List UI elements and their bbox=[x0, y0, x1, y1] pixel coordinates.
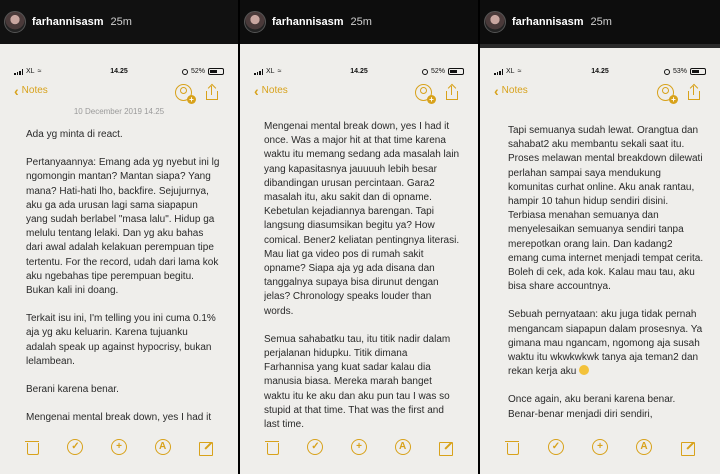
note-paragraph: Berani karena benar. bbox=[26, 384, 119, 396]
add-person-icon[interactable] bbox=[415, 84, 432, 101]
notes-navbar bbox=[480, 82, 720, 104]
trash-icon[interactable] bbox=[24, 439, 40, 455]
avatar[interactable] bbox=[244, 11, 266, 33]
checklist-icon[interactable]: ✓ bbox=[307, 439, 323, 455]
compose-icon[interactable] bbox=[438, 439, 454, 455]
emoji-icon bbox=[579, 365, 589, 375]
back-label: Notes bbox=[261, 85, 288, 96]
plus-icon[interactable]: + bbox=[592, 439, 608, 455]
share-icon[interactable] bbox=[206, 84, 218, 100]
add-person-icon[interactable] bbox=[657, 84, 674, 101]
story-age: 25m bbox=[110, 16, 132, 28]
trash-icon[interactable] bbox=[504, 439, 520, 455]
trash-icon[interactable] bbox=[264, 439, 280, 455]
story-username[interactable]: farhannisasm bbox=[272, 16, 344, 28]
back-button[interactable] bbox=[14, 82, 48, 99]
wifi-icon: ≈ bbox=[37, 68, 42, 75]
note-paragraph: Tapi semuanya sudah lewat. Orangtua dan sahabat2 aku membantu sekali saat itu. Proses melawan mental breakdown dilewati perlahan sampai saya mendukung komunitas curhat online. Aku anak rantau, hampir 10 tahun hidup sendiri disini. Terbiasa menahan semuanya dan menyelesaikan semuanya sendiri tanpa merepotkan orang lain. Dan kadang2 emang cuma internet menjadi tempat cerita. Boleh di cek, ada kok. Kalau mau tau, aku bisa share accountnya. bbox=[508, 125, 704, 293]
back-label: Notes bbox=[501, 85, 528, 96]
story-header bbox=[480, 0, 720, 44]
wifi-icon: ≈ bbox=[517, 68, 522, 75]
story-username[interactable]: farhannisasm bbox=[512, 16, 584, 28]
wifi-icon: ≈ bbox=[277, 68, 282, 75]
note-paragraph bbox=[508, 308, 704, 379]
status-time: 14.25 bbox=[110, 68, 128, 75]
note-body[interactable] bbox=[26, 128, 220, 436]
markup-icon[interactable]: A bbox=[155, 439, 171, 455]
notes-toolbar bbox=[240, 438, 478, 456]
note-paragraph: Terkait isu ini, I'm telling you ini cuma 0.1% aja yg aku keluarin. Karena tujuanku adalah speak up against hypocrisy, bukan lelambean. bbox=[26, 313, 216, 367]
notes-navbar bbox=[0, 82, 238, 104]
battery-icon bbox=[208, 68, 224, 75]
status-bar bbox=[0, 68, 238, 80]
story-header bbox=[0, 0, 238, 44]
orientation-lock-icon bbox=[422, 69, 428, 75]
checklist-icon[interactable]: ✓ bbox=[67, 439, 83, 455]
story-header bbox=[240, 0, 478, 44]
note-paragraph: Pertanyaannya: Emang ada yg nyebut ini lg ngomongin mantan? Mantan siapa? Yang mana? Hati-hati lho, backfire. Sejujurnya, aku ga ada urusan lagi sama siapapun yang sudah berlabel "masa lalu". Hidup ga melulu tentang lelaki. Dan yg aku bahas dari awal adalah kelakuan perempuan tipe tertentu. For the record, udah dari lama kok aku ngebahas tipe perempuan begitu. Bukan kali ini doang. bbox=[26, 157, 220, 297]
carrier-label: XL bbox=[26, 68, 35, 75]
note-paragraph: Ada yg minta di react. bbox=[26, 129, 123, 140]
note-paragraph: Mengenai mental break down, yes I had it bbox=[26, 412, 212, 424]
share-icon[interactable] bbox=[446, 84, 458, 100]
share-icon[interactable] bbox=[688, 84, 700, 100]
avatar[interactable] bbox=[484, 11, 506, 33]
back-button[interactable] bbox=[254, 82, 288, 99]
back-label: Notes bbox=[21, 85, 48, 96]
orientation-lock-icon bbox=[664, 69, 670, 75]
battery-percent: 52% bbox=[430, 68, 445, 75]
compose-icon[interactable] bbox=[198, 439, 214, 455]
story-age: 25m bbox=[590, 16, 612, 28]
note-paragraph: Mengenai mental break down, yes I had it once. Was a major hit at that time karena waktu itu memang sedang ada masalah lain yang kapasitasnya jauuuuh lebih besar dibandingan urusan percintaan. Gara2 masalah itu, aku sakit dan di opname. Kebetulan kejadiannya barengan. Tapi langsung diasumsikan begitu ya? How comical. Bener2 keliatan pentingnya literasi. Mau liat ga video pos di rumah sakit opname? Siapa aja yg ada disana dan tanggalnya supaya bisa dirunut dengan jelas? Chronology speaks louder than words. bbox=[264, 121, 460, 317]
story-progress-bar bbox=[480, 44, 720, 48]
add-person-icon[interactable] bbox=[175, 84, 192, 101]
status-bar bbox=[480, 68, 720, 80]
plus-icon[interactable]: + bbox=[351, 439, 367, 455]
chevron-left-icon: ‹ bbox=[14, 82, 19, 99]
plus-icon[interactable]: + bbox=[111, 439, 127, 455]
back-button[interactable] bbox=[494, 82, 528, 99]
notes-toolbar bbox=[0, 438, 238, 456]
note-body[interactable] bbox=[264, 120, 460, 438]
status-time: 14.25 bbox=[350, 68, 368, 75]
status-bar bbox=[240, 68, 478, 80]
checklist-icon[interactable]: ✓ bbox=[548, 439, 564, 455]
notes-toolbar bbox=[480, 438, 720, 456]
note-paragraph-text: Sebuah pernyataan: aku juga tidak pernah mengancam siapapun dalam prosesnya. Ya gimana mau ngancam, ngomong aja susah waktu itu wkwkwkwk tanya aja teman2 dan rekan kerja aku bbox=[508, 309, 703, 378]
notes-navbar bbox=[240, 82, 478, 104]
note-body[interactable] bbox=[508, 124, 704, 440]
note-paragraph: Semua sahabatku tau, itu titik nadir dalam perjalanan hidupku. Titik dimana Farhannisa yang kuat sadar kalau dia manusia biasa. Mereka marah banget waktu itu ke aku dan aku pun tau I was so stupid at that time. That was the first and last time. bbox=[264, 333, 451, 431]
avatar[interactable] bbox=[4, 11, 26, 33]
status-time: 14.25 bbox=[591, 68, 609, 75]
battery-icon bbox=[690, 68, 706, 75]
note-paragraph: Once again, aku berani karena benar. Benar-benar menjadi diri sendiri, bbox=[508, 394, 676, 420]
battery-percent: 53% bbox=[672, 68, 687, 75]
compose-icon[interactable] bbox=[680, 439, 696, 455]
note-date: 10 December 2019 14.25 bbox=[73, 107, 165, 116]
carrier-label: XL bbox=[506, 68, 515, 75]
story-panel-1[interactable] bbox=[0, 0, 238, 474]
story-panel-2[interactable] bbox=[240, 0, 478, 474]
carrier-label: XL bbox=[266, 68, 275, 75]
orientation-lock-icon bbox=[182, 69, 188, 75]
chevron-left-icon: ‹ bbox=[254, 82, 259, 99]
story-age: 25m bbox=[350, 16, 372, 28]
story-username[interactable]: farhannisasm bbox=[32, 16, 104, 28]
markup-icon[interactable]: A bbox=[636, 439, 652, 455]
chevron-left-icon: ‹ bbox=[494, 82, 499, 99]
battery-percent: 52% bbox=[190, 68, 205, 75]
battery-icon bbox=[448, 68, 464, 75]
markup-icon[interactable]: A bbox=[395, 439, 411, 455]
story-panel-3[interactable] bbox=[480, 0, 720, 474]
